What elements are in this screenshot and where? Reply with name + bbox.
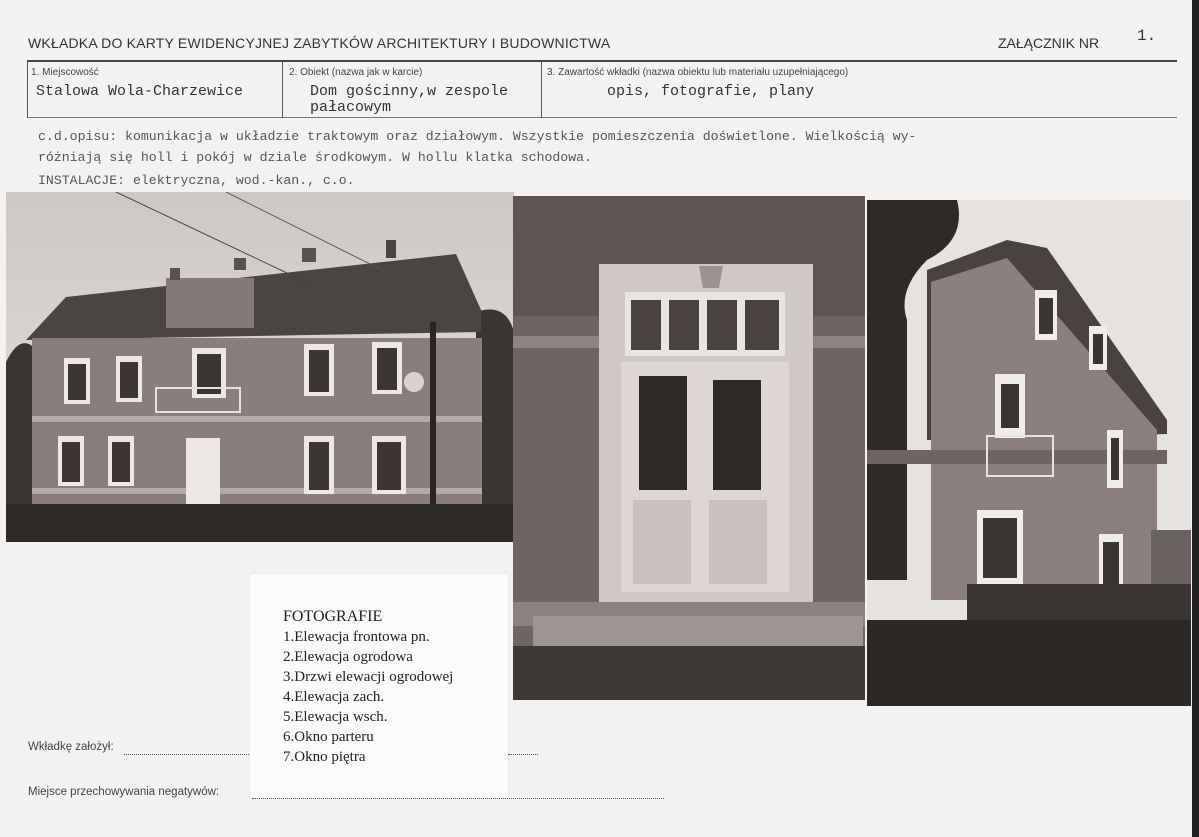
field-divider	[282, 62, 283, 118]
negatives-location-label: Miejsce przechowywania negatywów:	[28, 786, 220, 798]
photo-index-item: 5.Elewacja wsch.	[283, 709, 388, 725]
description-line-2: różniają się holl i pokój w dziale środkowym. W hollu klatka schodowa.	[38, 150, 592, 165]
object-value-line2: pałacowym	[310, 99, 392, 116]
annex-number: 1.	[1137, 27, 1157, 45]
photo-front-elevation	[6, 192, 514, 542]
locality-value: Stalowa Wola-Charzewice	[36, 83, 244, 100]
annex-label: ZAŁĄCZNIK NR	[998, 35, 1100, 51]
locality-label: 1. Miejscowość	[31, 67, 99, 78]
field-divider	[541, 62, 542, 118]
insert-created-line	[124, 754, 249, 755]
photo-index-item: 2.Elewacja ogrodowa	[283, 649, 413, 665]
photo-index-item: 3.Drzwi elewacji ogrodowej	[283, 669, 454, 685]
photo-index-card	[250, 574, 508, 798]
header-rule-top	[27, 60, 1177, 62]
photo-index-item: 6.Okno parteru	[283, 729, 374, 745]
object-value-line1: Dom gościnny,w zespole	[310, 83, 509, 100]
photo-index-title: FOTOGRAFIE	[283, 608, 383, 625]
contents-value: opis, fotografie, plany	[607, 83, 815, 100]
header-rule-bottom	[27, 117, 1177, 118]
insert-created-line-end	[508, 754, 538, 755]
header-title: WKŁADKA DO KARTY EWIDENCYJNEJ ZABYTKÓW ARCHITEKTURY I BUDOWNICTWA	[28, 35, 611, 51]
contents-label: 3. Zawartość wkładki (nazwa obiektu lub materiału uzupełniającego)	[547, 67, 849, 78]
photo-index-item: 1.Elewacja frontowa pn.	[283, 629, 430, 645]
photo-garden-doors	[513, 196, 865, 700]
object-label: 2. Obiekt (nazwa jak w karcie)	[289, 67, 423, 78]
photo-west-elevation	[867, 200, 1191, 706]
description-line-3: INSTALACJE: elektryczna, wod.-kan., c.o.	[38, 173, 355, 188]
scan-edge	[1192, 0, 1199, 837]
negatives-location-line	[252, 798, 664, 799]
description-line-1: c.d.opisu: komunikacja w układzie traktowym oraz działowym. Wszystkie pomieszczenia doświetlone. Wielkością wy-	[38, 129, 917, 144]
field-divider	[27, 62, 28, 118]
photo-index-item: 4.Elewacja zach.	[283, 689, 385, 705]
insert-created-label: Wkładkę założył:	[28, 741, 114, 753]
photo-index-item: 7.Okno piętra	[283, 749, 366, 765]
